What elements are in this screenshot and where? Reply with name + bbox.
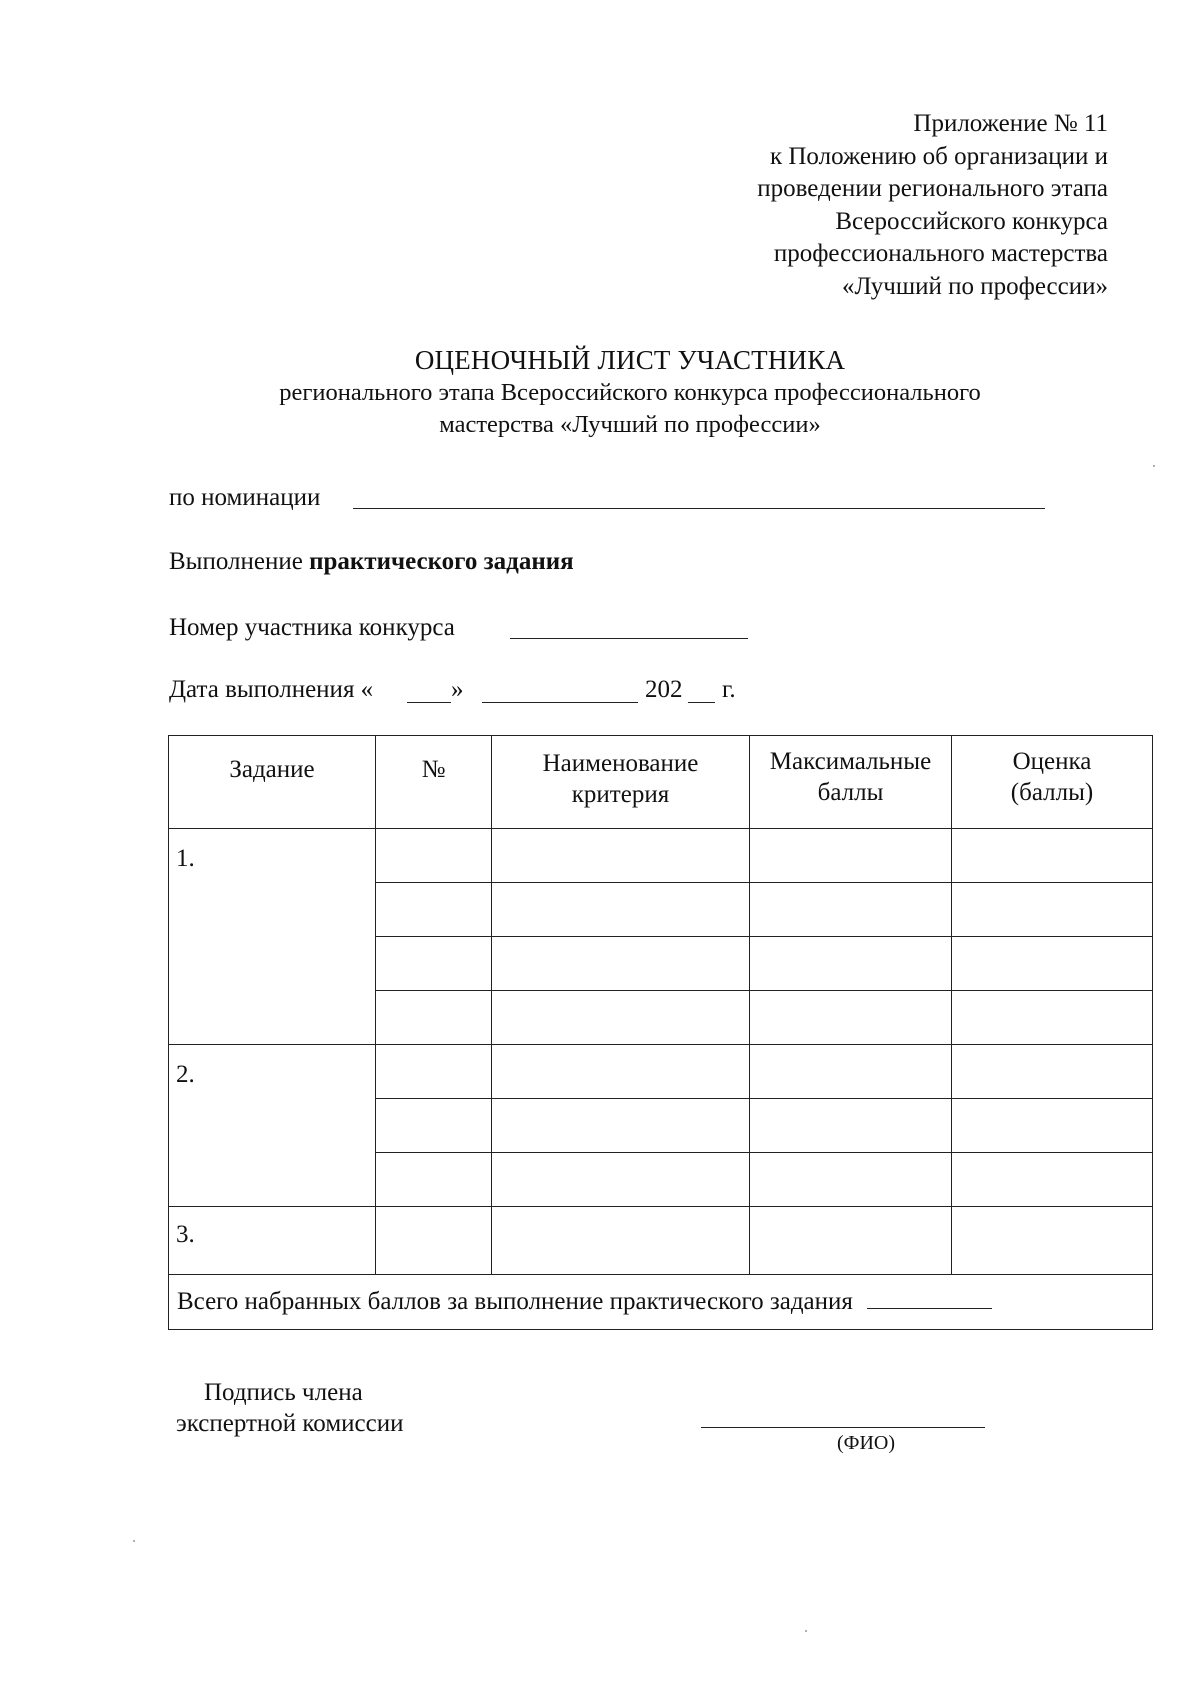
criterion-cell[interactable]: [492, 937, 750, 991]
signature-block: [176, 1377, 403, 1439]
task-bold-text: практического задания: [309, 548, 574, 575]
scan-speck: [133, 1540, 135, 1542]
score-cell[interactable]: [952, 883, 1153, 937]
header-criterion: Наименование критерия: [492, 736, 750, 829]
date-label-start: Дата выполнения «: [169, 676, 374, 703]
criterion-cell[interactable]: [492, 1099, 750, 1153]
max-score-cell[interactable]: [750, 883, 952, 937]
total-cell: [169, 1275, 1153, 1330]
nomination-blank[interactable]: [353, 508, 1045, 509]
number-cell[interactable]: [376, 991, 492, 1045]
criterion-cell[interactable]: [492, 829, 750, 883]
total-blank[interactable]: [867, 1290, 992, 1309]
score-cell[interactable]: [952, 991, 1153, 1045]
fio-label: (ФИО): [837, 1432, 896, 1454]
appendix-line: к Положению об организации и: [769, 142, 1108, 170]
table-total-row: [169, 1275, 1153, 1330]
max-score-cell[interactable]: [750, 991, 952, 1045]
max-score-cell[interactable]: [750, 937, 952, 991]
document-title: [220, 343, 1040, 441]
title-main: ОЦЕНОЧНЫЙ ЛИСТ УЧАСТНИКА: [414, 345, 846, 375]
total-label: Всего набранных баллов за выполнение практического задания: [177, 1288, 853, 1315]
criterion-cell[interactable]: [492, 1207, 750, 1275]
title-subtitle-line1: регионального этапа Всероссийского конкурса профессионального: [279, 379, 981, 406]
criterion-cell[interactable]: [492, 991, 750, 1045]
task-1-cell: 1.: [169, 829, 376, 1045]
date-month-blank[interactable]: [482, 702, 638, 703]
task-prefix: Выполнение: [169, 548, 310, 575]
date-day-blank[interactable]: [407, 702, 451, 703]
participant-number-blank[interactable]: [510, 638, 748, 639]
date-year-blank[interactable]: [688, 702, 715, 703]
score-cell[interactable]: [952, 829, 1153, 883]
appendix-line: Приложение № 11: [913, 110, 1108, 137]
table-row: [169, 829, 1153, 883]
number-cell[interactable]: [376, 1045, 492, 1099]
header-max-score: Максимальные баллы: [750, 736, 952, 829]
scan-speck: [805, 1630, 807, 1632]
task-line: [169, 548, 574, 576]
table-row: [169, 1045, 1153, 1099]
criterion-cell[interactable]: [492, 1153, 750, 1207]
score-cell[interactable]: [952, 1099, 1153, 1153]
date-label-mid: »: [451, 676, 464, 703]
score-cell[interactable]: [952, 1153, 1153, 1207]
title-subtitle-line2: мастерства «Лучший по профессии»: [439, 411, 821, 438]
date-year-suffix: г.: [722, 676, 736, 703]
score-cell[interactable]: [952, 1207, 1153, 1275]
signature-line1: Подпись члена: [204, 1379, 363, 1406]
number-cell[interactable]: [376, 1153, 492, 1207]
evaluation-table: [168, 735, 1153, 1330]
scan-speck: [1153, 465, 1155, 467]
criterion-cell[interactable]: [492, 883, 750, 937]
appendix-line: «Лучший по профессии»: [841, 272, 1108, 300]
task-2-cell: 2.: [169, 1045, 376, 1207]
number-cell[interactable]: [376, 1099, 492, 1153]
table-header-row: [169, 736, 1153, 829]
max-score-cell[interactable]: [750, 1045, 952, 1099]
appendix-line: проведении регионального этапа: [757, 175, 1108, 202]
header-score: Оценка (баллы): [952, 736, 1153, 829]
table-row: [169, 1207, 1153, 1275]
score-cell[interactable]: [952, 937, 1153, 991]
appendix-line: Всероссийского конкурса: [835, 207, 1108, 235]
criterion-cell[interactable]: [492, 1045, 750, 1099]
number-cell[interactable]: [376, 1207, 492, 1275]
max-score-cell[interactable]: [750, 1099, 952, 1153]
appendix-line: профессионального мастерства: [773, 240, 1108, 267]
header-task: Задание: [169, 736, 376, 829]
date-year: 202: [645, 676, 683, 703]
number-cell[interactable]: [376, 829, 492, 883]
signature-blank[interactable]: [701, 1427, 985, 1428]
max-score-cell[interactable]: [750, 829, 952, 883]
appendix-header: [757, 108, 1108, 303]
header-number: №: [376, 736, 492, 829]
signature-line2: экспертной комиссии: [176, 1410, 404, 1437]
number-cell[interactable]: [376, 883, 492, 937]
max-score-cell[interactable]: [750, 1207, 952, 1275]
number-cell[interactable]: [376, 937, 492, 991]
participant-number-label: Номер участника конкурса: [169, 614, 455, 641]
max-score-cell[interactable]: [750, 1153, 952, 1207]
score-cell[interactable]: [952, 1045, 1153, 1099]
nomination-label: по номинации: [169, 484, 321, 511]
task-3-cell: 3.: [169, 1207, 376, 1275]
